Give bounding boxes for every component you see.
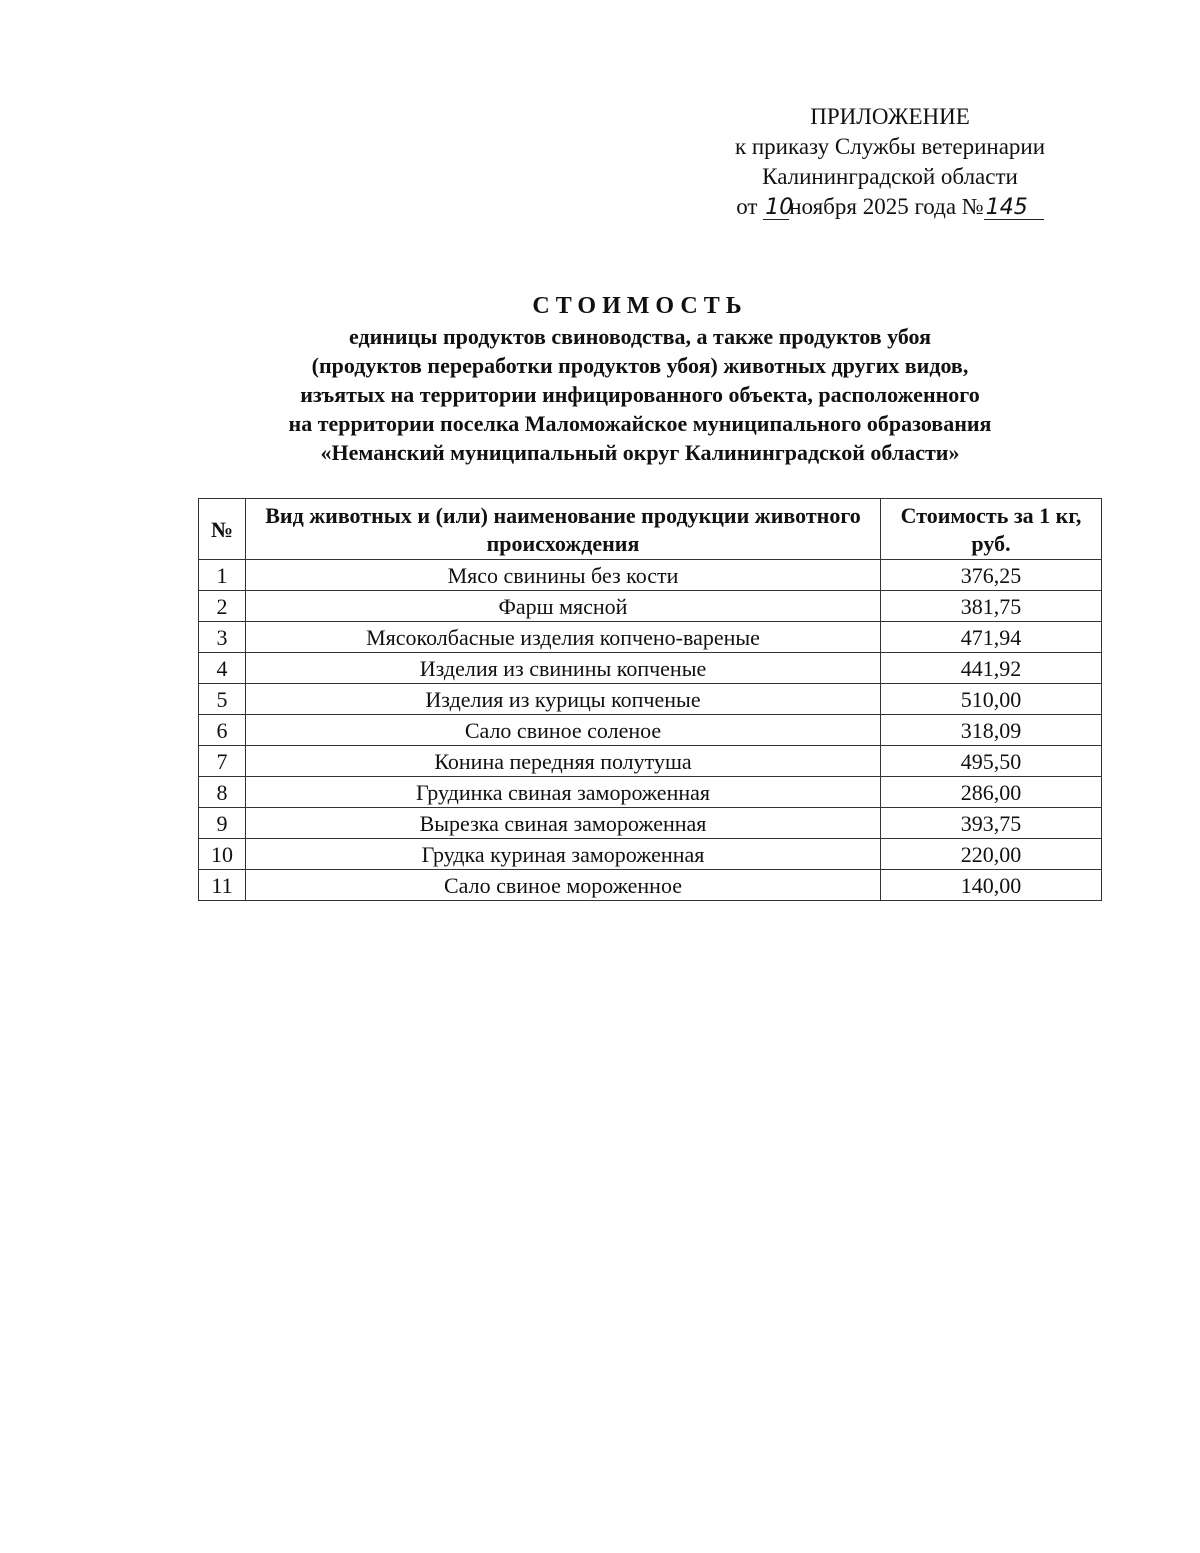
document-subtitle	[140, 322, 1140, 467]
table-row	[199, 777, 1102, 808]
row-name: Вырезка свиная замороженная	[246, 808, 881, 839]
table-row	[199, 839, 1102, 870]
row-name: Конина передняя полутуша	[246, 746, 881, 777]
date-suffix: ноября 2025 года №	[789, 194, 984, 219]
row-cost: 441,92	[881, 653, 1102, 684]
row-cost: 495,50	[881, 746, 1102, 777]
row-cost: 140,00	[881, 870, 1102, 901]
header-cost: Стоимость за 1 кг, руб.	[881, 499, 1102, 560]
table-row	[199, 870, 1102, 901]
row-name: Мясо свинины без кости	[246, 560, 881, 591]
appendix-region: Калининградской области	[762, 164, 1018, 189]
row-cost: 510,00	[881, 684, 1102, 715]
table-row	[199, 591, 1102, 622]
row-cost: 393,75	[881, 808, 1102, 839]
table-header-row	[199, 499, 1102, 560]
date-prefix: от	[736, 194, 758, 219]
appendix-date-line	[700, 192, 1080, 222]
header-num: №	[199, 499, 246, 560]
subtitle-line: единицы продуктов свиноводства, а также продуктов убоя	[348, 324, 932, 349]
appendix-order-ref: к приказу Службы ветеринарии	[734, 134, 1046, 159]
row-num: 1	[199, 560, 246, 591]
table-row	[199, 560, 1102, 591]
subtitle-line: на территории поселка Маломожайское муниципального образования	[288, 411, 992, 436]
row-name: Грудка куриная замороженная	[246, 839, 881, 870]
row-name: Сало свиное соленое	[246, 715, 881, 746]
subtitle-line: изъятых на территории инфицированного объекта, расположенного	[300, 382, 980, 407]
subtitle-line: «Неманский муниципальный округ Калининградской области»	[320, 440, 960, 465]
document-title-block	[140, 290, 1140, 467]
row-cost: 471,94	[881, 622, 1102, 653]
row-num: 6	[199, 715, 246, 746]
appendix-title: ПРИЛОЖЕНИЕ	[810, 104, 970, 129]
table-row	[199, 715, 1102, 746]
row-num: 5	[199, 684, 246, 715]
table-row	[199, 808, 1102, 839]
subtitle-line: (продуктов переработки продуктов убоя) животных других видов,	[311, 353, 969, 378]
header-name: Вид животных и (или) наименование продукции животного происхождения	[246, 499, 881, 560]
table-row	[199, 653, 1102, 684]
row-cost: 220,00	[881, 839, 1102, 870]
document-title: СТОИМОСТЬ	[532, 293, 748, 319]
row-cost: 381,75	[881, 591, 1102, 622]
row-num: 7	[199, 746, 246, 777]
table-row	[199, 746, 1102, 777]
row-name: Мясоколбасные изделия копчено-вареные	[246, 622, 881, 653]
table-row	[199, 684, 1102, 715]
handwritten-order-number: 145	[984, 197, 1044, 220]
row-cost: 318,09	[881, 715, 1102, 746]
row-num: 11	[199, 870, 246, 901]
row-num: 9	[199, 808, 246, 839]
row-cost: 376,25	[881, 560, 1102, 591]
table-row	[199, 622, 1102, 653]
row-name: Грудинка свиная замороженная	[246, 777, 881, 808]
row-num: 4	[199, 653, 246, 684]
row-name: Сало свиное мороженное	[246, 870, 881, 901]
row-num: 2	[199, 591, 246, 622]
appendix-header	[700, 102, 1080, 222]
row-name: Изделия из курицы копченые	[246, 684, 881, 715]
row-num: 10	[199, 839, 246, 870]
row-name: Изделия из свинины копченые	[246, 653, 881, 684]
row-num: 3	[199, 622, 246, 653]
row-num: 8	[199, 777, 246, 808]
row-cost: 286,00	[881, 777, 1102, 808]
row-name: Фарш мясной	[246, 591, 881, 622]
handwritten-day: 10	[765, 195, 794, 220]
price-table	[198, 498, 1102, 901]
